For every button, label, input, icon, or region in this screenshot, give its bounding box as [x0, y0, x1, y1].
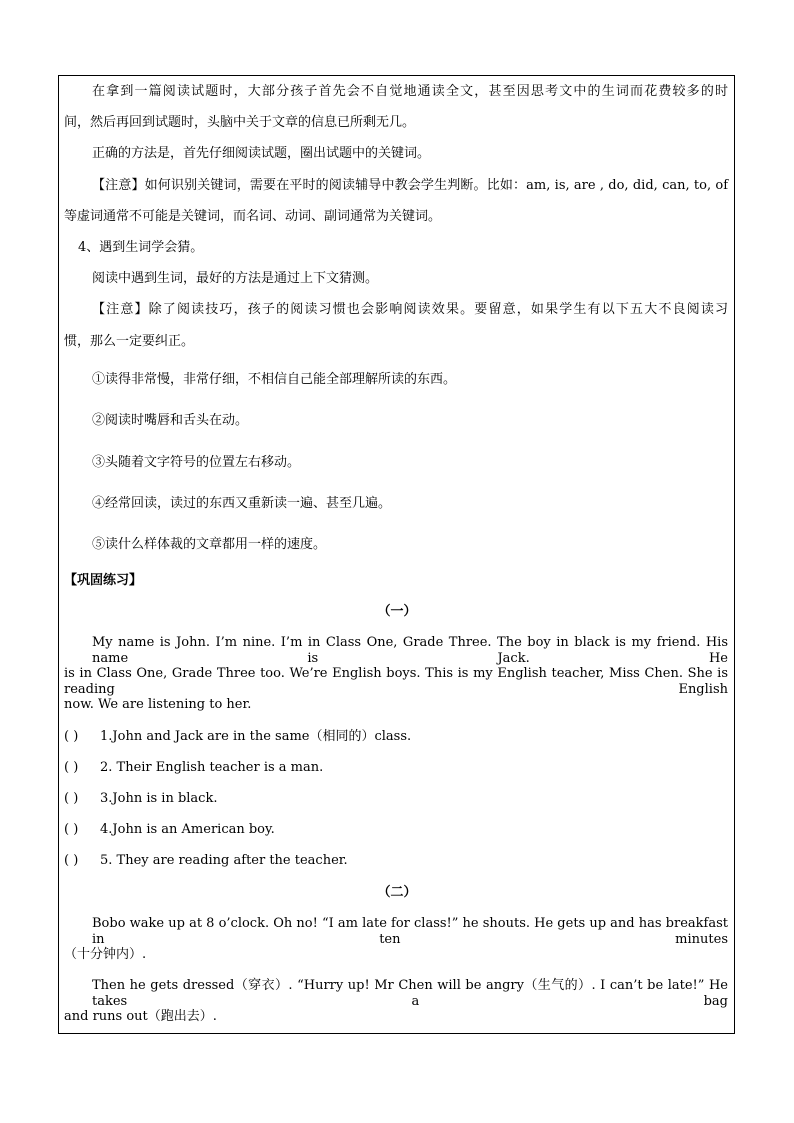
paragraph-line: 阅读中遇到生词，最好的方法是通过上下文猜测。 [92, 271, 379, 286]
passage-line: My name is John. I’m nine. I’m in Class One, Grade Three. The boy in black is my friend. His name is Jack. He [92, 635, 728, 666]
habit-item: ②阅读时嘴唇和舌头在动。 [92, 413, 249, 428]
passage-line: and runs out（跑出去）. [64, 1009, 217, 1024]
answer-blank[interactable]: ( ) [64, 791, 79, 806]
answer-blank[interactable]: ( ) [64, 729, 79, 744]
passage-heading: （二） [377, 885, 417, 900]
question-text: 4.John is an American boy. [100, 822, 275, 837]
answer-blank[interactable]: ( ) [64, 822, 79, 837]
habit-item: ④经常回读，读过的东西又重新读一遍、甚至几遍。 [92, 496, 392, 511]
answer-blank[interactable]: ( ) [64, 853, 79, 868]
habit-item: ⑤读什么样体裁的文章都用一样的速度。 [92, 537, 327, 552]
question-text: 3.John is in black. [100, 791, 218, 806]
question-item [64, 853, 728, 869]
question-text: 2. Their English teacher is a man. [100, 760, 324, 775]
paragraph-line: 正确的方法是，首先仔细阅读试题，圈出试题中的关键词。 [92, 146, 431, 161]
habit-item: ①读得非常慢，非常仔细，不相信自己能全部理解所读的东西。 [92, 372, 457, 387]
passage-line: Bobo wake up at 8 o’clock. Oh no! “I am late for class!” he shouts. He gets up and has breakfast in ten minutes [92, 916, 728, 947]
question-text: 1.John and Jack are in the same（相同的）class. [100, 729, 412, 744]
note-line: 【注意】除了阅读技巧，孩子的阅读习惯也会影响阅读效果。要留意，如果学生有以下五大不良阅读习 [92, 302, 728, 317]
answer-blank[interactable]: ( ) [64, 760, 79, 775]
section-title: 【巩固练习】 [64, 573, 143, 588]
habit-item: ③头随着文字符号的位置左右移动。 [92, 455, 301, 470]
passage-heading: （一） [377, 604, 417, 619]
passage-line: （十分钟内）. [64, 947, 147, 962]
paragraph-line: 等虚词通常不可能是关键词，而名词、动词、副词通常为关键词。 [64, 209, 442, 224]
passage-line: now. We are listening to her. [64, 697, 252, 712]
paragraph-line: 在拿到一篇阅读试题时，大部分孩子首先会不自觉地通读全文，甚至因思考文中的生词而花费较多的时 [92, 84, 728, 99]
question-item [64, 760, 728, 776]
tip-heading: 4、遇到生词学会猜。 [78, 240, 204, 255]
passage-line: Then he gets dressed（穿衣）. “Hurry up! Mr Chen will be angry（生气的）. I can’t be late!” He takes a bag [92, 978, 728, 1009]
question-text: 5. They are reading after the teacher. [100, 853, 348, 868]
question-item [64, 822, 728, 838]
question-item [64, 729, 728, 745]
question-item [64, 791, 728, 807]
passage-line: is in Class One, Grade Three too. We’re English boys. This is my English teacher, Miss Chen. She is reading English [64, 666, 728, 697]
note-line: 【注意】如何识别关键词，需要在平时的阅读辅导中教会学生判断。比如：am, is, are , do, did, can, to, of [92, 178, 728, 193]
paragraph-line: 间，然后再回到试题时，头脑中关于文章的信息已所剩无几。 [64, 115, 416, 130]
paragraph-line: 惯，那么一定要纠正。 [64, 334, 195, 349]
